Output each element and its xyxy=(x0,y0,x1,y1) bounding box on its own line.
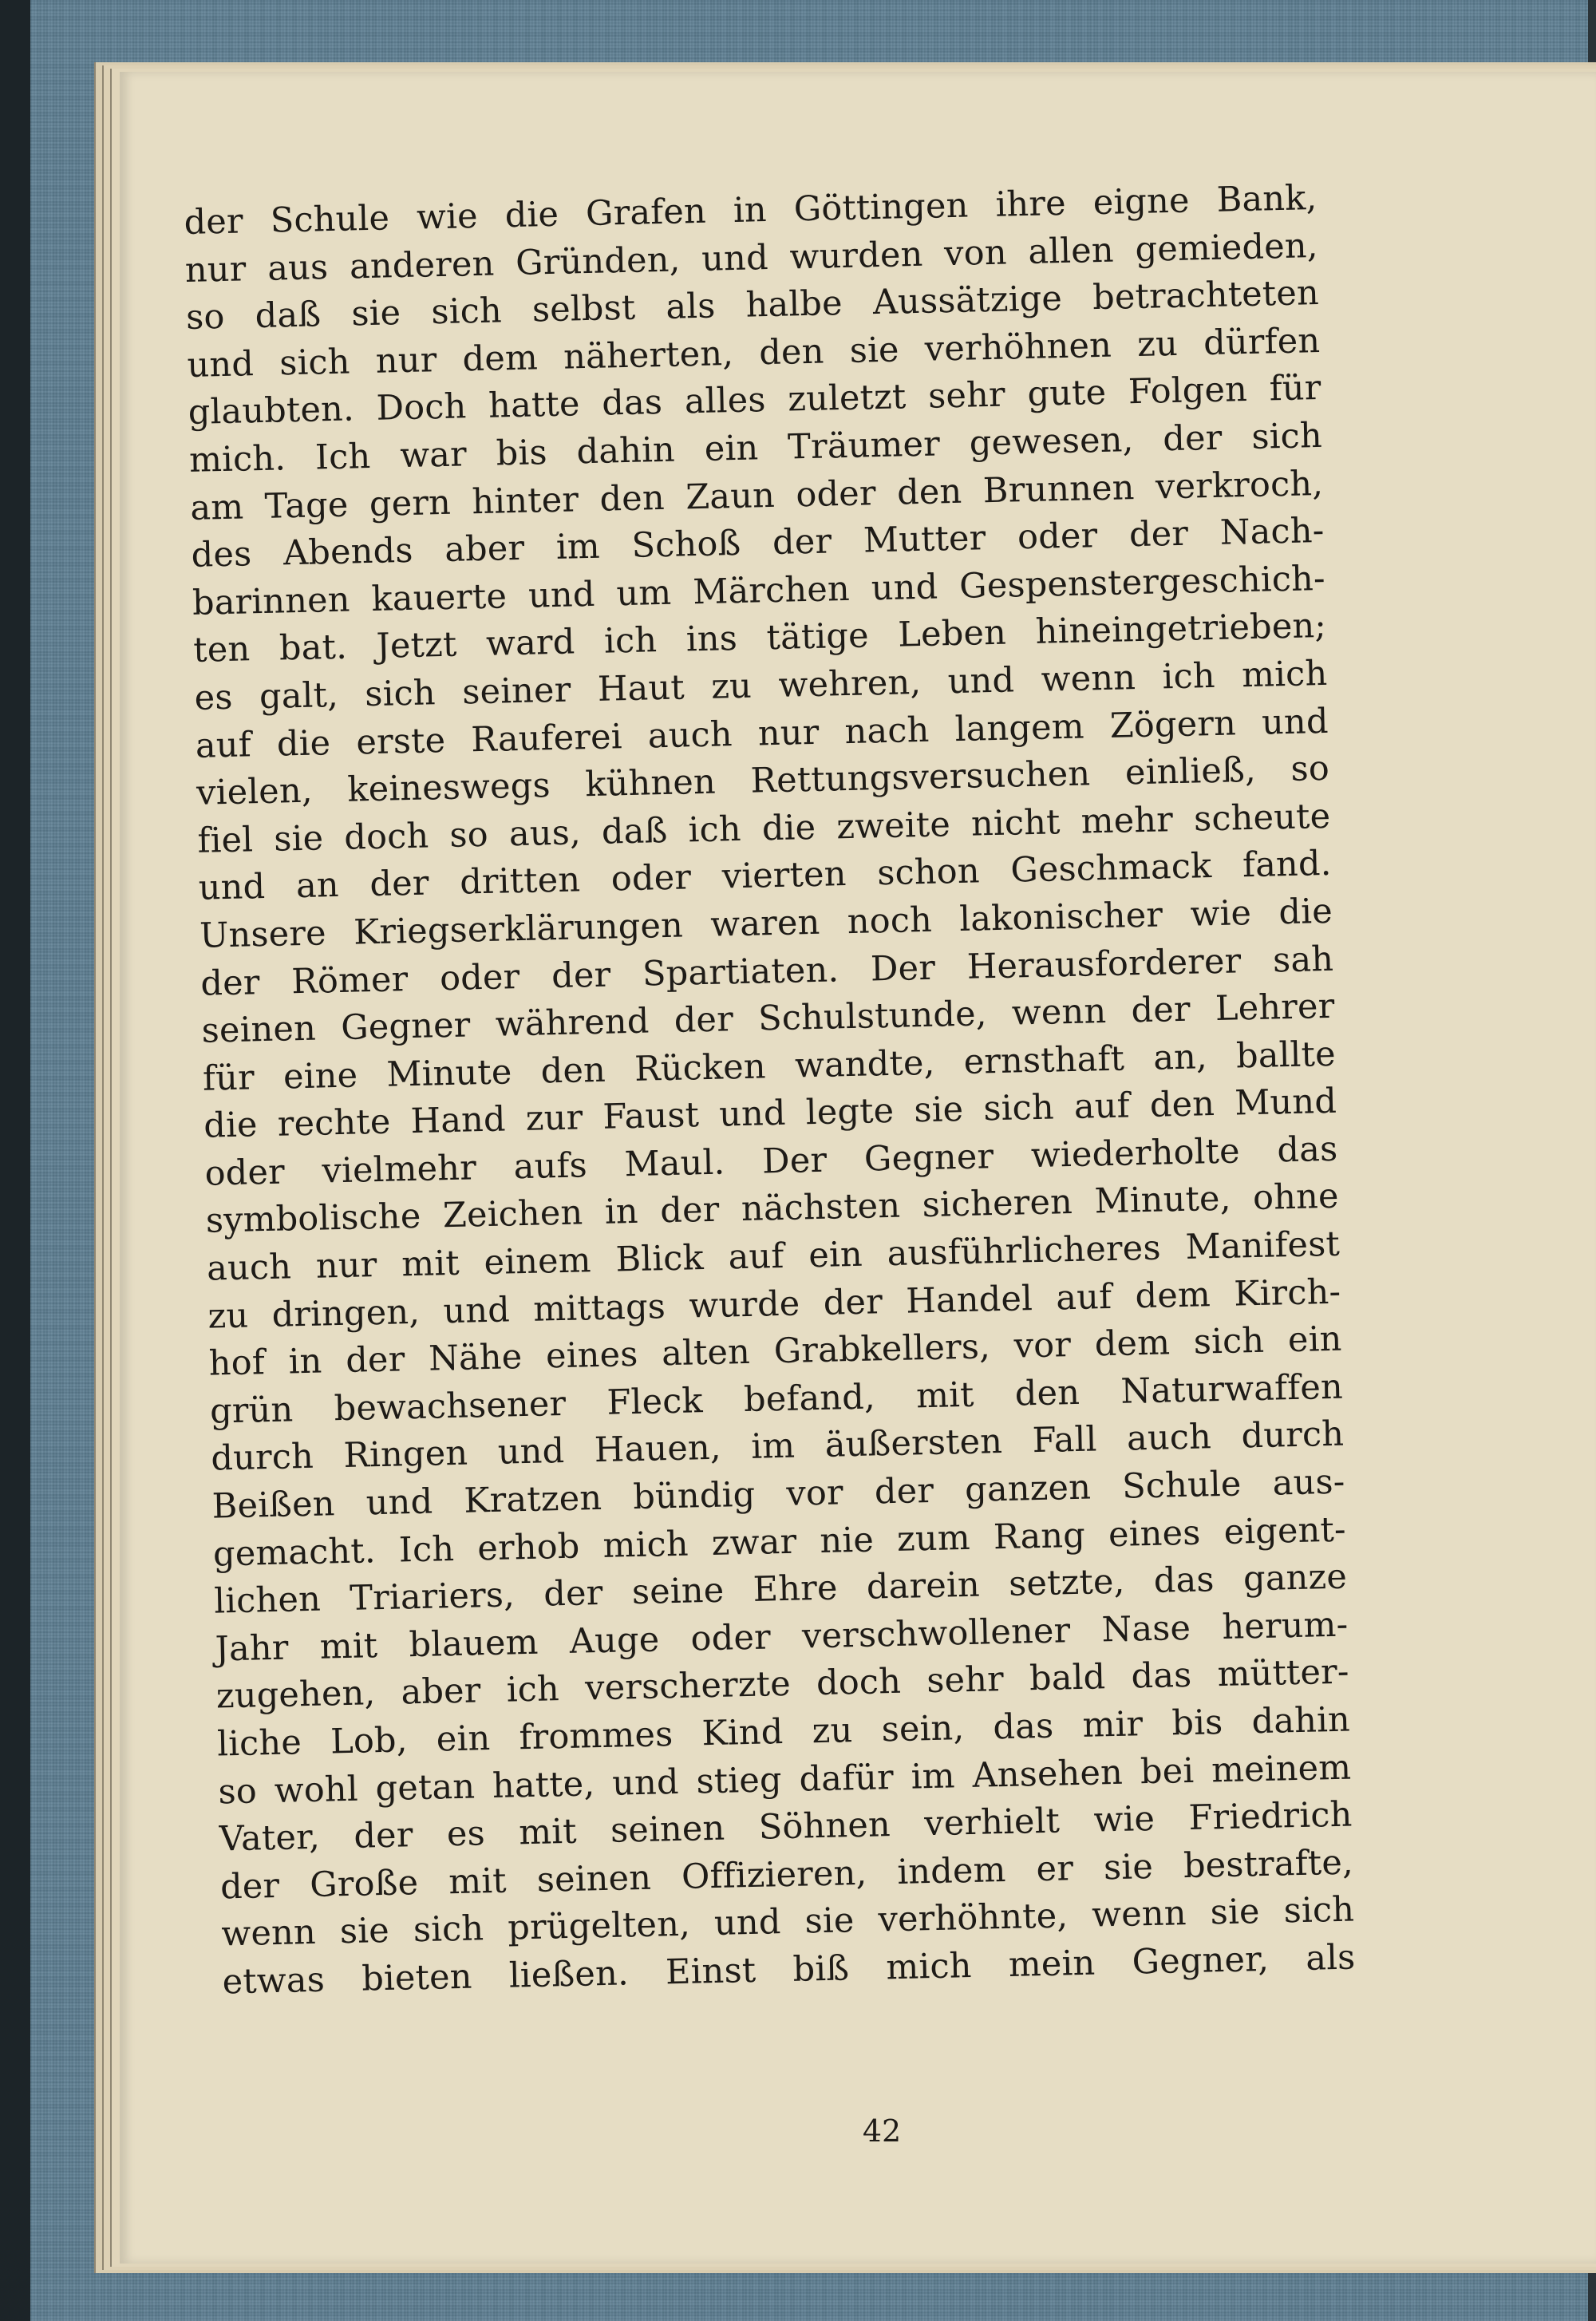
text-line: der Schule wie die Grafen in Göttingen ihre eigne Bank, xyxy=(184,178,1317,243)
text-line: auf die erste Rauferei auch nur nach langem Zögern und xyxy=(195,701,1329,766)
text-line: es galt, sich seiner Haut zu wehren, und wenn ich mich xyxy=(194,653,1328,718)
text-line: zu dringen, und mittags wurde der Handel auf dem Kirch- xyxy=(207,1271,1341,1337)
text-line: am Tage gern hinter den Zaun oder den Brunnen verkroch, xyxy=(189,463,1324,528)
text-line: barinnen kauerte und um Märchen und Gespenstergeschich- xyxy=(192,558,1326,623)
text-line: oder vielmehr aufs Maul. Der Gegner wiederholte das xyxy=(204,1129,1338,1194)
text-line: hof in der Nähe eines alten Grabkellers, vor dem sich ein xyxy=(208,1319,1343,1384)
text-line: liche Lob, ein frommes Kind zu sein, das mir bis dahin xyxy=(216,1699,1351,1765)
text-line: fiel sie doch so aus, daß ich die zweite nicht mehr scheute xyxy=(196,796,1331,861)
text-line: so wohl getan hatte, und stieg dafür im Ansehen bei meinem xyxy=(217,1747,1352,1813)
text-line: lichen Triariers, der seine Ehre darein setzte, das ganze xyxy=(213,1556,1348,1622)
text-line: des Abends aber im Schoß der Mutter oder der Nach- xyxy=(191,511,1325,576)
text-line: durch Ringen und Hauen, im äußersten Fall auch durch xyxy=(210,1414,1345,1480)
text-line: auch nur mit einem Blick auf ein ausführlicheres Manifest xyxy=(206,1224,1341,1289)
text-line: symbolische Zeichen in der nächsten sicheren Minute, ohne xyxy=(205,1176,1340,1242)
text-line: und an der dritten oder vierten schon Geschmack fand. xyxy=(198,844,1333,909)
text-line: grün bewachsener Fleck befand, mit den Naturwaffen xyxy=(209,1366,1344,1432)
text-line: die rechte Hand zur Faust und legte sie sich auf den Mund xyxy=(203,1081,1337,1146)
text-line: Unsere Kriegserklärungen waren noch lakonischer wie die xyxy=(199,891,1333,956)
text-line: gemacht. Ich erhob mich zwar nie zum Rang eines eigent- xyxy=(212,1509,1347,1575)
text-line: wenn sie sich prügelten, und sie verhöhnte, wenn sie sich xyxy=(220,1889,1355,1955)
text-line: Beißen und Kratzen bündig vor der ganzen Schule aus- xyxy=(211,1461,1345,1527)
body-text xyxy=(184,175,1356,2007)
text-line: so daß sie sich selbst als halbe Aussätzige betrachteten xyxy=(185,273,1320,338)
text-line: mich. Ich war bis dahin ein Träumer gewesen, der sich xyxy=(188,415,1323,480)
text-line: glaubten. Doch hatte das alles zuletzt sehr gute Folgen für xyxy=(188,368,1322,433)
text-line: ten bat. Jetzt ward ich ins tätige Leben hineingetrieben; xyxy=(192,606,1327,671)
cover-edge-dark xyxy=(0,0,30,2321)
text-line: der Große mit seinen Offizieren, indem er sie bestrafte, xyxy=(219,1842,1354,1908)
text-line: Jahr mit blauem Auge oder verschwollener Nase herum- xyxy=(215,1604,1349,1670)
text-line: für eine Minute den Rücken wandte, ernsthaft an, ballte xyxy=(202,1034,1337,1099)
text-line: zugehen, aber ich verscherzte doch sehr bald das mütter- xyxy=(215,1651,1350,1717)
text-line: der Römer oder der Spartiaten. Der Herausforderer sah xyxy=(200,939,1334,1004)
text-line: nur aus anderen Gründen, und wurden von allen gemieden, xyxy=(184,225,1319,291)
text-line: vielen, keineswegs kühnen Rettungsversuchen einließ, so xyxy=(196,748,1330,813)
text-line: seinen Gegner während der Schulstunde, wenn der Lehrer xyxy=(201,986,1335,1051)
text-line: Vater, der es mit seinen Söhnen verhielt wie Friedrich xyxy=(219,1794,1353,1860)
page-number: 42 xyxy=(862,2113,902,2149)
text-line: und sich nur dem näherten, den sie verhöhnen zu dürfen xyxy=(186,320,1321,386)
text-line: etwas bieten ließen. Einst biß mich mein Gegner, als xyxy=(222,1937,1356,2003)
